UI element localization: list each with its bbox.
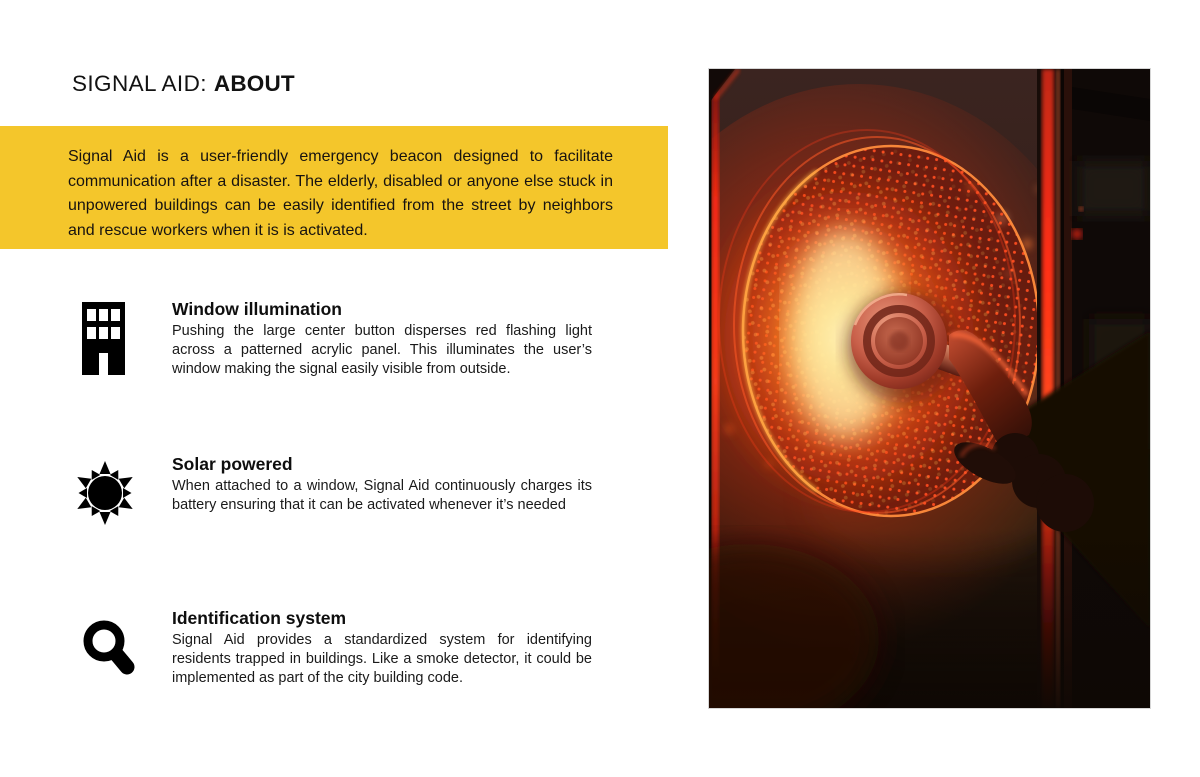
feature-title: Solar powered bbox=[172, 454, 293, 474]
intro-banner bbox=[0, 126, 668, 249]
intro-text: Signal Aid is a user-friendly emergency beacon designed to facilitate communication after a disaster. The elderly, disabled or anyone else stuck in unpowered buildings can be easily identified from the street by neighbors and rescue workers when it is is activated. bbox=[68, 148, 613, 239]
magnifier-icon bbox=[78, 616, 140, 688]
feature-title: Identification system bbox=[172, 608, 347, 628]
building-icon bbox=[82, 302, 125, 380]
feature-window-illumination bbox=[72, 299, 592, 379]
page-title-emphasis: ABOUT bbox=[213, 71, 295, 96]
feature-solar-powered bbox=[72, 454, 592, 515]
product-photo bbox=[708, 68, 1151, 709]
beacon-photo-art bbox=[709, 69, 1150, 708]
feature-title: Window illumination bbox=[172, 299, 342, 319]
page-title bbox=[72, 71, 295, 97]
page-title-prefix: SIGNAL AID: bbox=[72, 71, 207, 96]
feature-description: When attached to a window, Signal Aid continuously charges its battery ensuring that it can be activated whenever it’s needed bbox=[172, 478, 592, 513]
sun-icon bbox=[73, 458, 137, 531]
feature-description: Signal Aid provides a standardized system for identifying residents trapped in buildings. Like a smoke detector, it could be implemented as part of the city building code. bbox=[172, 632, 592, 686]
feature-description: Pushing the large center button disperses red flashing light across a patterned acrylic panel. This illuminates the user’s window making the signal easily visible from outside. bbox=[172, 323, 592, 377]
feature-identification-system bbox=[72, 608, 592, 688]
